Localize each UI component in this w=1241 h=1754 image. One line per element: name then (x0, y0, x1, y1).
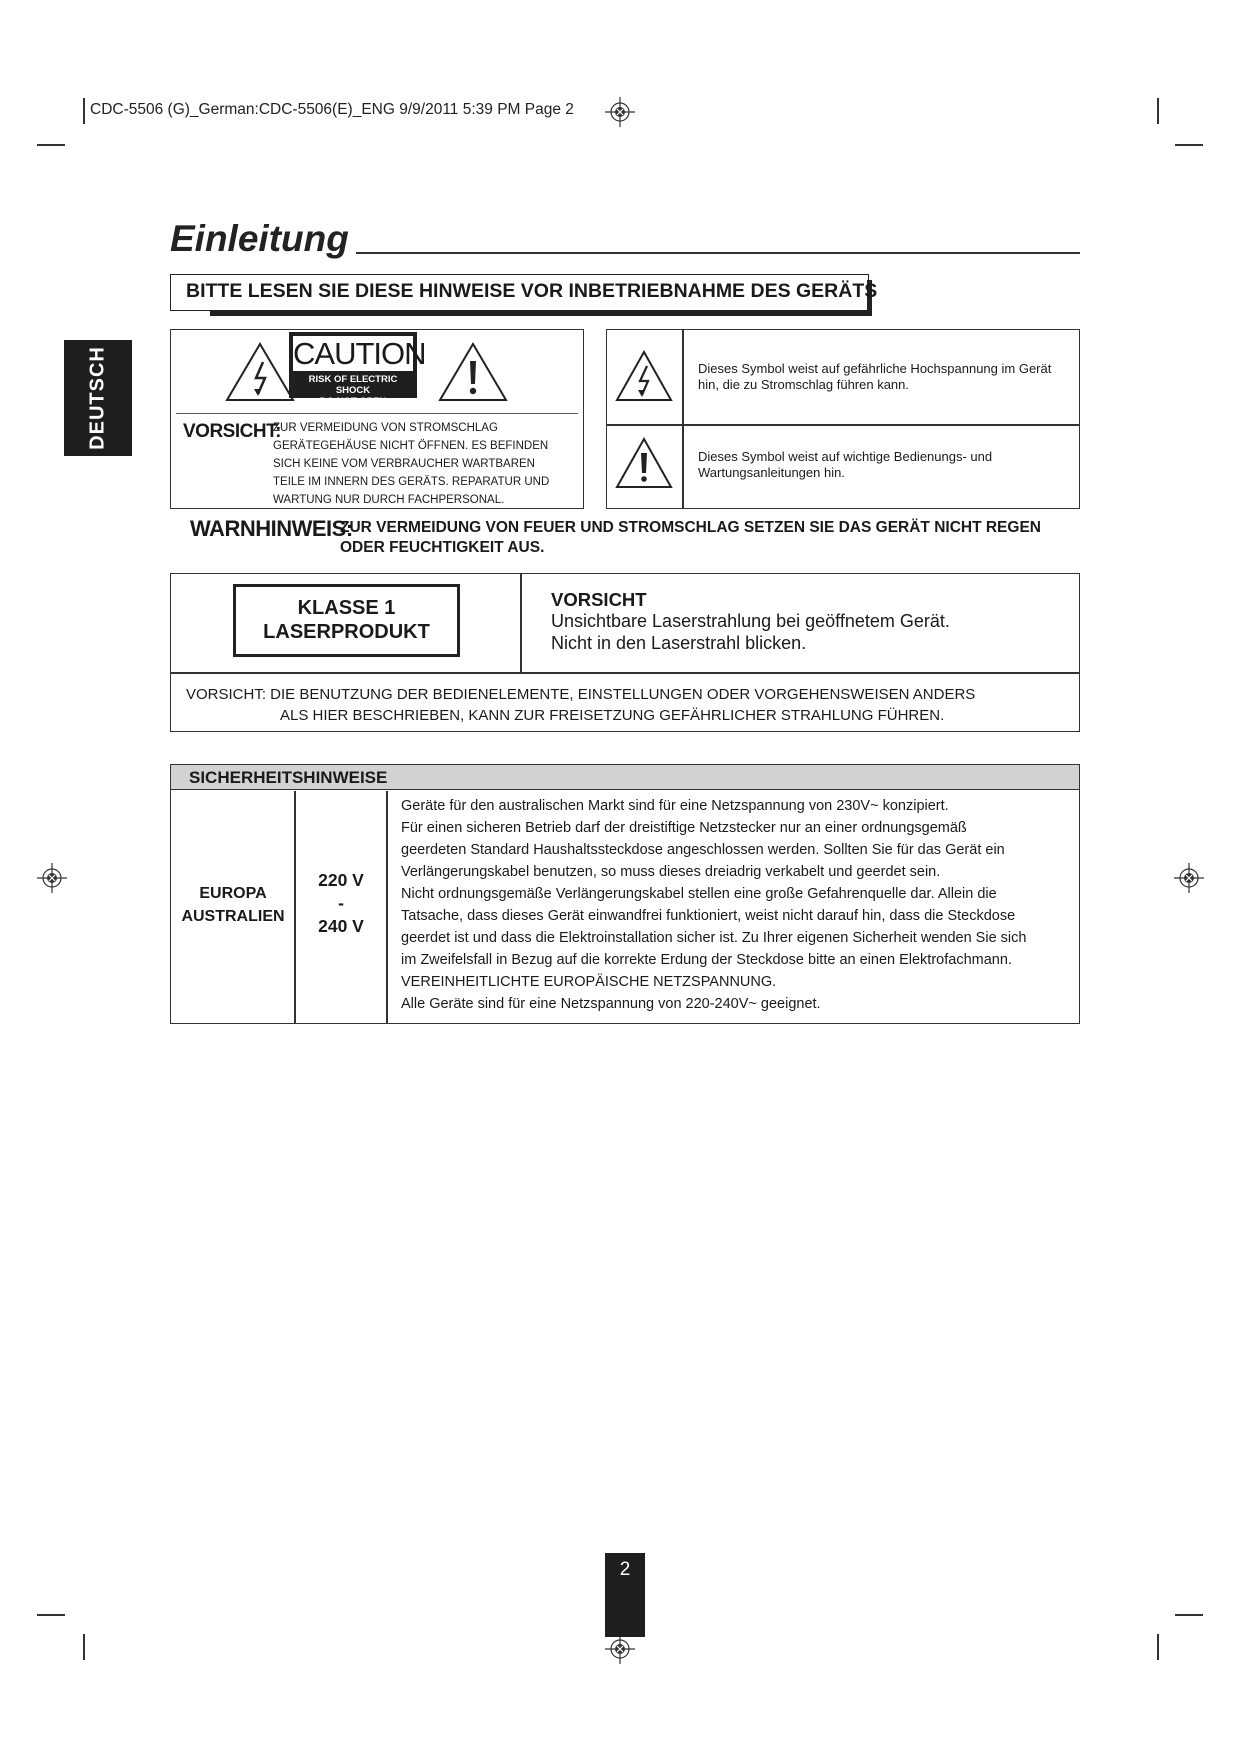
registration-mark-icon (1174, 863, 1204, 893)
language-tab (64, 340, 132, 456)
symbol-description: Dieses Symbol weist auf gefährliche Hochspannung im Gerät hin, die zu Stromschlag führen kann. (698, 361, 1052, 392)
laser-vorsicht-line: Nicht in den Laserstrahl blicken. (551, 633, 807, 653)
divider (171, 672, 1079, 674)
crop-mark (83, 98, 85, 124)
divider (520, 574, 522, 672)
vorsicht-line: WARTUNG NUR DURCH FACHPERSONAL. (273, 494, 505, 506)
registration-mark-icon (605, 97, 635, 127)
section-title: Einleitung (170, 218, 349, 259)
crop-mark (83, 1634, 85, 1660)
voltage-line: 240 V (318, 916, 364, 936)
region-line: EUROPA (199, 885, 267, 902)
registration-mark-icon (37, 863, 67, 893)
laser-vorsicht-title: VORSICHT (551, 589, 647, 610)
safety-line: Tatsache, dass dieses Gerät einwandfrei funktioniert, weist nicht darauf hin, dass die Steckdose (401, 908, 1016, 924)
divider (176, 413, 578, 414)
divider (386, 791, 388, 1023)
symbol-description: Dieses Symbol weist auf wichtige Bedienungs- und Wartungsanleitungen hin. (698, 449, 993, 480)
caution-subtext (292, 374, 414, 407)
laser-warning-text (186, 684, 1066, 726)
crop-mark (1175, 144, 1203, 146)
crop-mark (1157, 1634, 1159, 1660)
vorsicht-line: ZUR VERMEIDUNG VON STROMSCHLAG (273, 422, 498, 434)
page-number: 2 (605, 1553, 645, 1637)
print-slug: CDC-5506 (G)_German:CDC-5506(E)_ENG 9/9/2011 5:39 PM Page 2 (90, 101, 574, 118)
laser-class-label (233, 584, 460, 657)
laser-class-line: KLASSE 1 (297, 597, 396, 619)
voltage-cell (296, 869, 386, 938)
region-line: AUSTRALIEN (181, 908, 285, 925)
exclamation-warning-icon (437, 341, 509, 403)
region-cell (172, 882, 294, 928)
voltage-line: 220 V (318, 870, 364, 890)
divider (607, 424, 1079, 426)
crop-mark (37, 144, 65, 146)
safety-line: geerdet ist und dass die Elektroinstallation sicher ist. Zu Ihrer eigenen Sicherheit wenden Sie sich (401, 930, 1027, 946)
registration-mark-icon (605, 1634, 635, 1664)
laser-vorsicht-text (551, 610, 950, 654)
read-notice: BITTE LESEN SIE DIESE HINWEISE VOR INBETRIEBNAHME DES GERÄTS (170, 274, 869, 311)
safety-line: Verlängerungskabel benutzen, so muss dieses dreiadrig verkabelt und geerdet sein. (401, 864, 941, 880)
laser-vorsicht-line: Unsichtbare Laserstrahlung bei geöffnetem Gerät. (551, 611, 950, 631)
vorsicht-line: SICH KEINE VOM VERBRAUCHER WARTBAREN (273, 458, 535, 470)
lightning-warning-icon (614, 349, 674, 403)
caution-word: CAUTION (293, 336, 426, 371)
symbol-table (606, 329, 1080, 509)
safety-table-heading: SICHERHEITSHINWEISE (171, 765, 1079, 790)
title-rule (356, 252, 1080, 254)
crop-mark (1175, 1614, 1203, 1616)
caution-subtext-line: DO NOT OPEN (319, 396, 387, 407)
safety-line: Für einen sicheren Betrieb darf der dreistiftige Netzstecker nur an einer ordnungsgemäß (401, 820, 967, 836)
safety-line: Nicht ordnungsgemäße Verlängerungskabel stellen eine große Gefahrenquelle dar. Allein die (401, 886, 997, 902)
vorsicht-line: TEILE IM INNERN DES GERÄTS. REPARATUR UND (273, 476, 550, 488)
safety-line: Geräte für den australischen Markt sind für eine Netzspannung von 230V~ konzipiert. (401, 798, 949, 814)
safety-line: im Zweifelsfall in Bezug auf die korrekte Erdung der Steckdose bitte an einen Elektrofachmann. (401, 952, 1012, 968)
safety-line: Alle Geräte sind für eine Netzspannung von 220-240V~ geeignet. (401, 996, 821, 1012)
lightning-warning-icon (224, 341, 296, 403)
notice-shadow (210, 311, 872, 316)
vorsicht-heading: VORSICHT: (183, 421, 281, 442)
laser-class-line: LASERPRODUKT (263, 621, 430, 643)
divider (682, 330, 684, 508)
vorsicht-line: GERÄTEGEHÄUSE NICHT ÖFFNEN. ES BEFINDEN (273, 440, 549, 452)
safety-text (401, 795, 1101, 1015)
crop-mark (37, 1614, 65, 1616)
safety-line: VEREINHEITLICHTE EUROPÄISCHE NETZSPANNUNG. (401, 974, 777, 990)
language-tab-label: DEUTSCH (86, 346, 109, 450)
voltage-line: - (338, 893, 344, 913)
laser-warning-line: ALS HIER BESCHRIEBEN, KANN ZUR FREISETZUNG GEFÄHRLICHER STRAHLUNG FÜHREN. (280, 707, 945, 724)
warnhinweis-text: ZUR VERMEIDUNG VON FEUER UND STROMSCHLAG SETZEN SIE DAS GERÄT NICHT REGEN ODER FEUCHTIGKEIT AUS. (340, 519, 1041, 556)
caution-subtext-line: RISK OF ELECTRIC SHOCK (308, 374, 398, 396)
exclamation-warning-icon (614, 436, 674, 490)
safety-line: geerdeten Standard Haushaltssteckdose angeschlossen werden. Sollten Sie für das Gerät ein (401, 842, 1005, 858)
vorsicht-text (273, 419, 578, 509)
crop-mark (1157, 98, 1159, 124)
laser-warning-line: VORSICHT: DIE BENUTZUNG DER BEDIENELEMENTE, EINSTELLUNGEN ODER VORGEHENSWEISEN ANDERS (186, 686, 976, 703)
warnhinweis-heading: WARNHINWEIS: (190, 516, 353, 541)
